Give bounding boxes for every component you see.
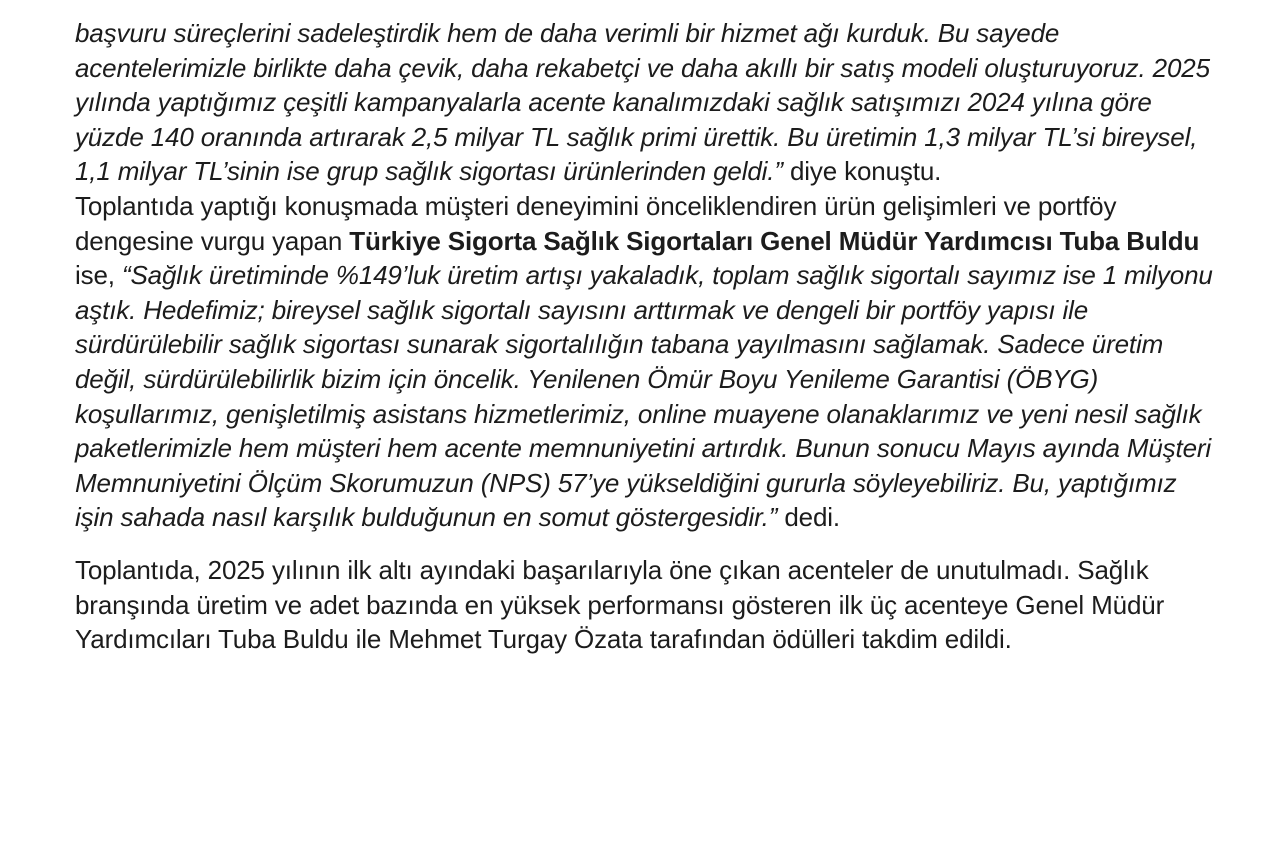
attribution-text: diye konuştu. [782, 156, 942, 187]
quote-text: başvuru süreçlerini sadeleştirdik hem de daha verimli bir hizmet ağı kurduk. Bu sayede acentelerimizle birlikte daha çevik, daha rekabetçi ve daha akıllı bir satış modeli oluşturuyoruz. 2025 yılında yaptığımız çeşitli kampanyalarla acente kanalımızdaki sağlık satışımızı 2024 yılına göre yüzde 140 oranında artırarak 2,5 milyar TL sağlık primi ürettik. Bu üretimin 1,3 milyar TL’si bireysel, 1,1 milyar TL’sinin ise grup sağlık sigortası ürünlerinden geldi.” [75, 18, 1210, 187]
awards-text: Toplantıda, 2025 yılının ilk altı ayındaki başarılarıyla öne çıkan acenteler de unutulmadı. Sağlık branşında üretim ve adet bazında en yüksek performansı gösteren ilk üç acenteye Genel Müdür Yardımcıları Tuba Buldu ile Mehmet Turgay Özata tarafından ödülleri takdim edildi. [75, 554, 1165, 655]
connector-text: ise, [75, 260, 122, 291]
attribution-text: dedi. [777, 502, 840, 533]
paragraph-awards [75, 553, 1215, 657]
quote-text: “Sağlık üretiminde %149’luk üretim artışı yakaladık, toplam sağlık sigortalı sayımız ise 1 milyonu aştık. Hedefimiz; bireysel sağlık sigortalı sayısını arttırmak ve dengeli bir portföy yapısı ile sürdürülebilir sağlık sigortası sunarak sigortalılığın tabana yayılmasını sağlamak. Sadece üretim değil, sürdürülebilirlik bizim için öncelik. Yenilenen Ömür Boyu Yenileme Garantisi (ÖBYG) koşullarımız, genişletilmiş asistans hizmetlerimiz, online muayene olanaklarımız ve yeni nesil sağlık paketlerimizle hem müşteri hem acente memnuniyetini artırdık. Bunun sonucu Mayıs ayında Müşteri Memnuniyetini Ölçüm Skorumuzun (NPS) 57’ye yükseldiğini gururla söyleyebiliriz. Bu, yaptığımız işin sahada nasıl karşılık bulduğunun en somut göstergesidir.” [75, 260, 1213, 533]
paragraph-quote-continuation [75, 16, 1215, 189]
intro-text: Toplantıda yaptığı konuşmada müşteri deneyimini önceliklendiren ürün gelişimleri ve portföy dengesine vurgu yapan [75, 190, 1117, 256]
paragraph-tuba-buldu [75, 189, 1215, 535]
speaker-name: Türkiye Sigorta Sağlık Sigortaları Genel Müdür Yardımcısı Tuba Buldu [349, 225, 1200, 256]
article-body [75, 16, 1215, 657]
